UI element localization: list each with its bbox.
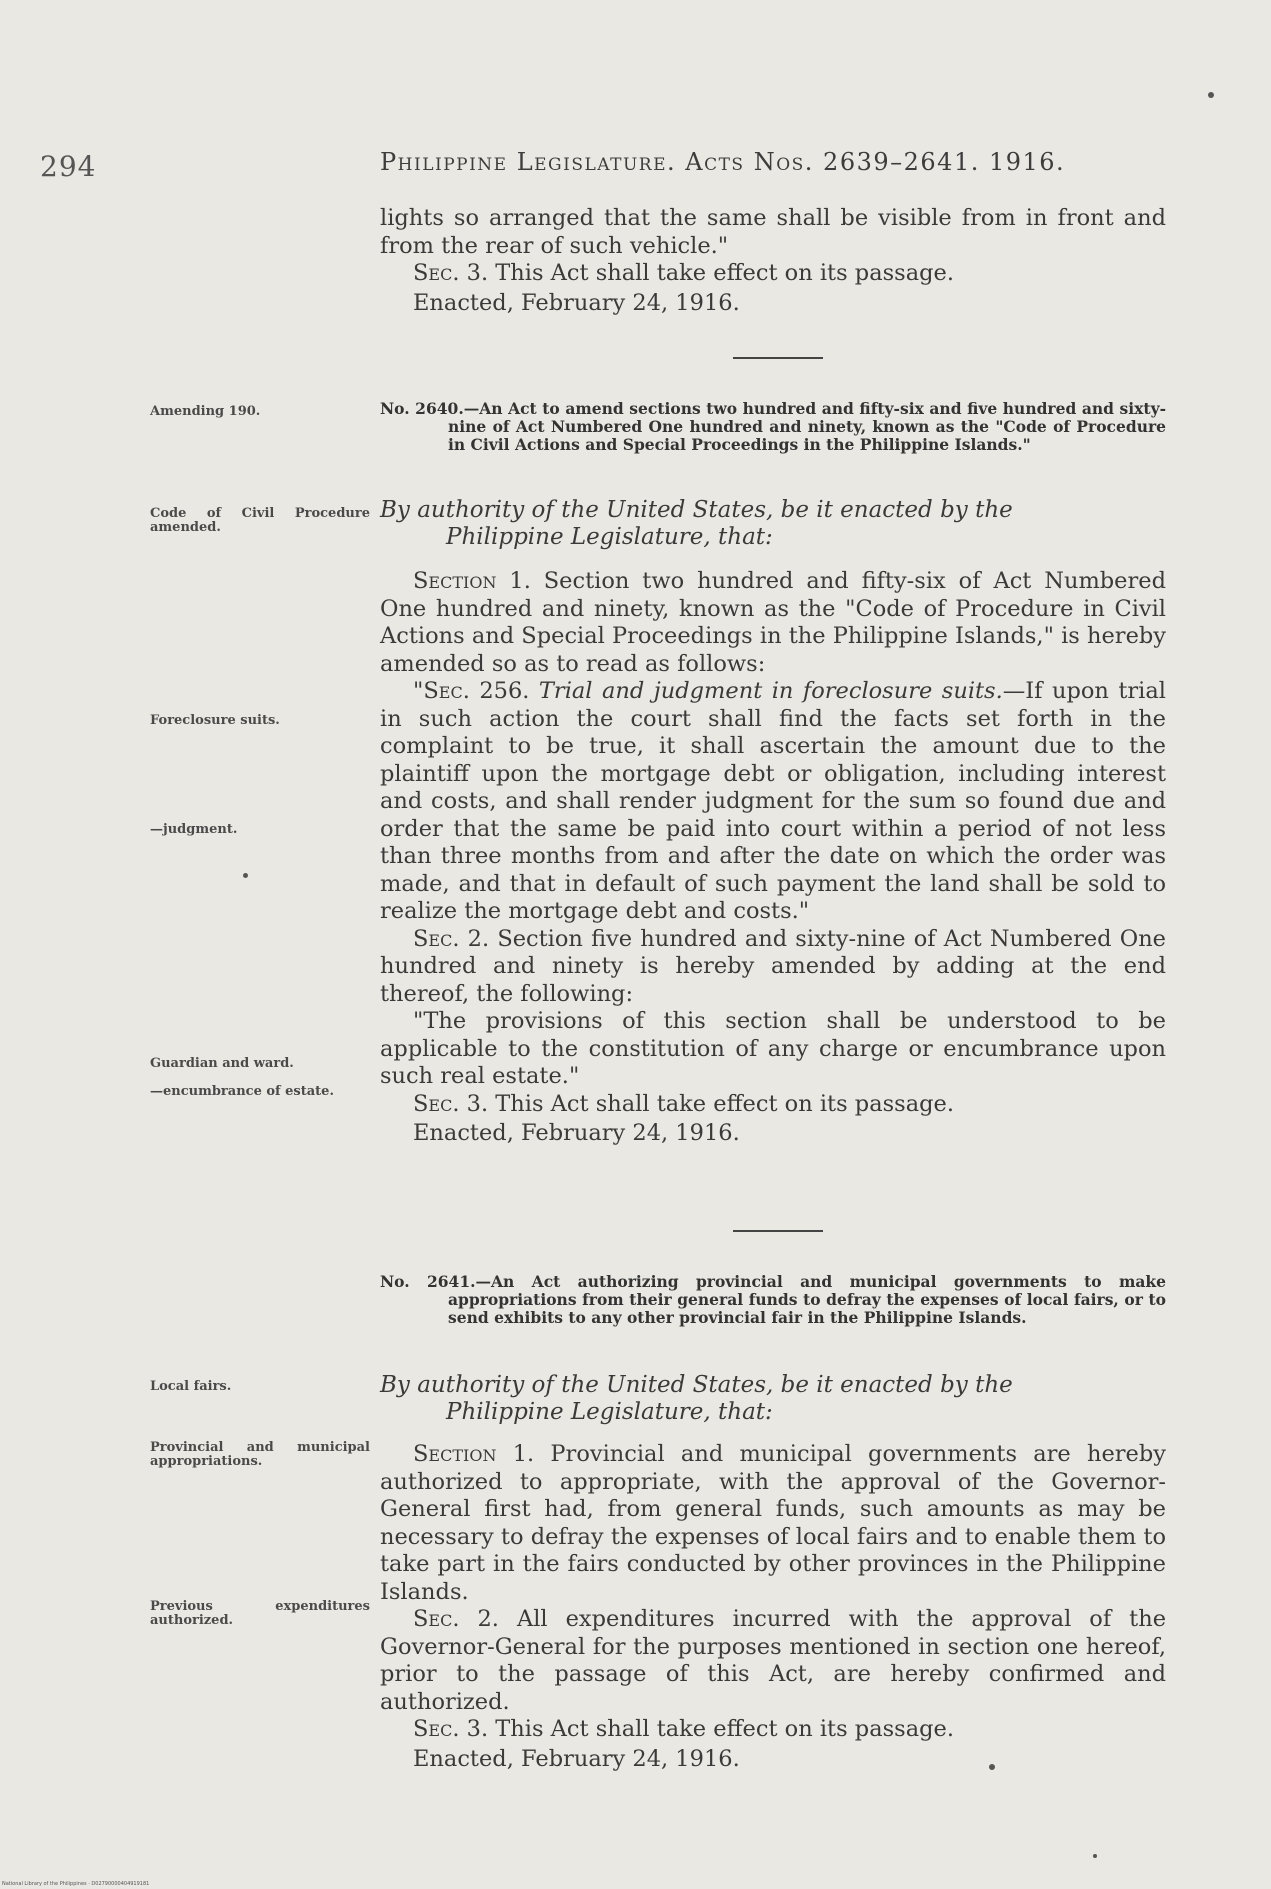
- act-number: No. 2640.: [380, 399, 464, 418]
- act-2640-enacted: Enacted, February 24, 1916.: [413, 1120, 740, 1146]
- margin-note-previous: Previous expenditures authorized.: [150, 1599, 370, 1628]
- scan-speck: [243, 873, 248, 878]
- margin-note-guardian: Guardian and ward.: [150, 1056, 294, 1071]
- act-2640-quoted-amendment: "The provisions of this section shall be understood to be applicable to the constitution of any charge or encumbrance upon such real estate.": [380, 1008, 1166, 1089]
- sec-label: Sec. 3.: [413, 260, 489, 286]
- enacting-line-1: By authority of the United States, be it enacted by the: [380, 497, 1013, 523]
- scan-speck: [1208, 92, 1214, 98]
- act-title-text: —An Act to amend sections two hundred and fifty-six and five hundred and sixty-nine of Act Numbered One hundred and ninety, known as the "Code of Procedure in Civil Actions and Special Proceedings in the Philippine Islands.": [448, 399, 1167, 454]
- sec-text: This Act shall take effect on its passage.: [488, 1716, 954, 1742]
- sec-text: Section two hundred and fifty-six of Act Numbered One hundred and ninety, known as the "Code of Procedure in Civil Actions and Special Proceedings in the Philippine Islands," is hereby amended so as to read as follows:: [380, 568, 1166, 677]
- act-2640-body: [380, 568, 1166, 1148]
- previous-act-ending: [380, 205, 1166, 317]
- sec-text: Section five hundred and sixty-nine of Act Numbered One hundred and ninety is hereby amended by adding at the end thereof, the following:: [380, 925, 1166, 1007]
- sec-heading: Trial and judgment in foreclosure suits.: [529, 678, 1003, 704]
- margin-note-judgment: —judgment.: [150, 822, 238, 837]
- open-quote: ": [413, 678, 424, 704]
- act-2641-section-3: [380, 1716, 1166, 1744]
- act-2640-section-1: [380, 568, 1166, 678]
- act-2640-section-256: [380, 678, 1166, 926]
- enacting-line-1: By authority of the United States, be it enacted by the: [380, 1372, 1013, 1398]
- sec-label: Section 1.: [413, 1441, 535, 1467]
- act-2641-title: [380, 1273, 1166, 1327]
- act-2641-enacting-clause: [380, 1372, 1166, 1426]
- sec-label: Sec. 3.: [413, 1090, 489, 1117]
- enacting-line-2: Philippine Legislature, that:: [446, 1399, 773, 1425]
- sec-text: Provincial and municipal governments are hereby authorized to appropriate, with the approval of the Governor-General first had, from general funds, such amounts as may be necessary to defray the expenses of local fairs and to enable them to take part in the fairs conducted by other provinces in the Philippine Islands.: [380, 1441, 1166, 1605]
- act-2641-section-2: [380, 1606, 1166, 1716]
- running-head: Philippine Legislature. Acts Nos. 2639–2641. 1916.: [380, 148, 1066, 176]
- enacting-line-2: Philippine Legislature, that:: [446, 524, 773, 550]
- scan-speck: [1093, 1854, 1097, 1858]
- sec-text: —If upon trial in such action the court shall find the facts set forth in the complaint to be true, it shall ascertain the amount due to the plaintiff upon the mortgage debt or obligation, including interest and costs, and shall render judgment for the sum so found due and order that the same be paid into court within a period of not less than three months from and after the date on which the order was made, and that in default of such payment the land shall be sold to realize the mortgage debt and costs.": [380, 678, 1166, 924]
- page-number: 294: [40, 150, 97, 183]
- sec-label: Section 1.: [413, 568, 531, 594]
- margin-note-foreclosure: Foreclosure suits.: [150, 713, 280, 728]
- act-2641-section-1: [380, 1441, 1166, 1606]
- margin-note-amending: Amending 190.: [150, 404, 261, 419]
- sec-text: This Act shall take effect on its passage.: [488, 260, 954, 286]
- section-divider: [733, 1230, 823, 1232]
- margin-note-code-amended: Code of Civil Procedure amended.: [150, 506, 370, 535]
- sec-label: Sec. 3.: [413, 1716, 489, 1742]
- scan-speck: [989, 1764, 995, 1770]
- section-divider: [733, 357, 823, 359]
- previous-act-enacted: Enacted, February 24, 1916.: [413, 289, 740, 316]
- act-2640-section-3: [380, 1091, 1166, 1119]
- previous-act-sec3: [380, 260, 1166, 288]
- act-title-text: —An Act authorizing provincial and municipal governments to make appropriations from their general funds to defray the expenses of local fairs, or to send exhibits to any other provincial fair in the Philippine Islands.: [448, 1272, 1166, 1327]
- act-2640-enacting-clause: [380, 497, 1166, 551]
- sec-label: Sec. 2.: [413, 1606, 499, 1632]
- margin-note-encumbrance: —encumbrance of estate.: [150, 1084, 334, 1099]
- previous-act-text: lights so arranged that the same shall be visible from in front and from the rear of such vehicle.": [380, 205, 1166, 259]
- act-2641-body: [380, 1441, 1166, 1773]
- sec-label: Sec. 2.: [413, 925, 490, 952]
- act-2640-title: [380, 400, 1166, 454]
- margin-note-provincial: Provincial and municipal appropriations.: [150, 1440, 370, 1469]
- sec-text: This Act shall take effect on its passage.: [488, 1090, 954, 1117]
- scan-footer-note: National Library of the Philippines · D02790000404919181: [2, 1881, 150, 1887]
- act-2641-enacted: Enacted, February 24, 1916.: [413, 1745, 740, 1772]
- margin-note-local-fairs: Local fairs.: [150, 1379, 232, 1394]
- act-2640-section-2: [380, 926, 1166, 1009]
- sec-text: All expenditures incurred with the approval of the Governor-General for the purposes mentioned in section one hereof, prior to the passage of this Act, are hereby confirmed and authorized.: [380, 1606, 1167, 1715]
- sec-label: Sec. 256.: [423, 678, 530, 704]
- act-number: No. 2641.: [380, 1272, 476, 1291]
